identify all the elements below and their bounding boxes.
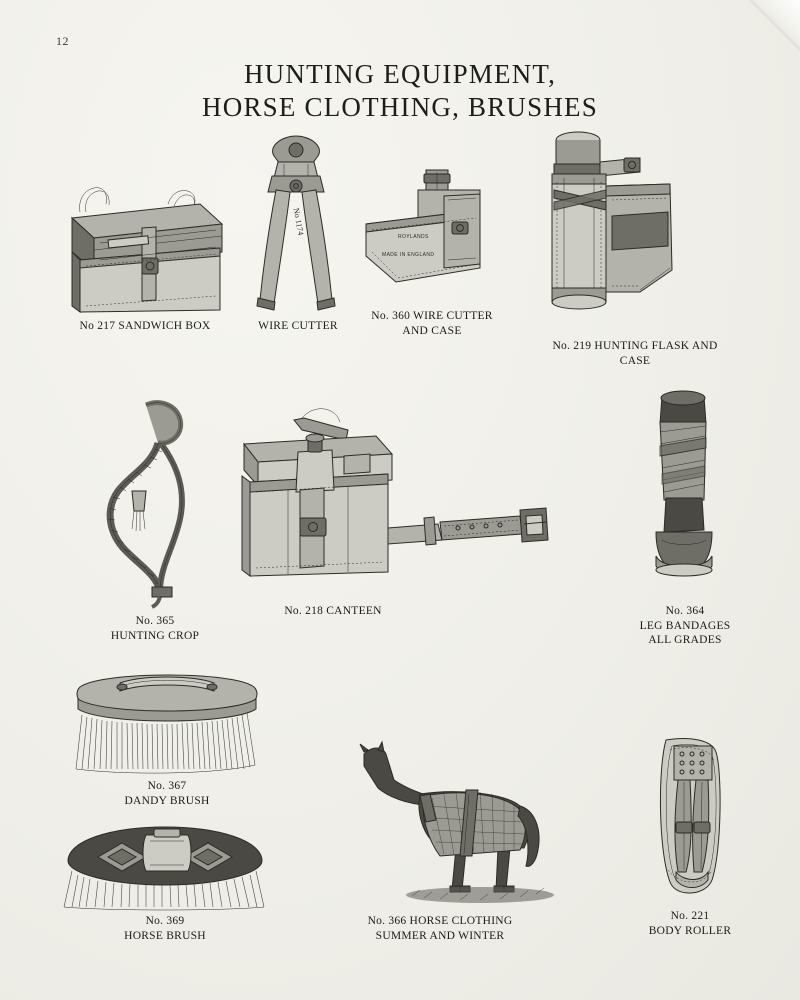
body-roller-illustration	[600, 730, 780, 905]
leg-bandages-caption-line3: ALL GRADES	[648, 634, 722, 647]
wire-cutter-case-caption-line1: No. 360 WIRE CUTTER	[371, 310, 493, 322]
page-title	[0, 58, 800, 124]
hunting-flask-caption	[520, 339, 750, 368]
horse-brush-caption-line2: HORSE BRUSH	[124, 929, 206, 942]
hunting-crop-illustration	[60, 395, 250, 610]
horse-brush-caption	[50, 914, 280, 943]
horse-clothing-caption-line1: No. 366 HORSE CLOTHING	[367, 915, 513, 927]
leg-bandages-caption-line2: LEG BANDAGES	[639, 619, 731, 632]
item-wire-cutter	[238, 130, 358, 334]
item-leg-bandages	[600, 390, 770, 648]
wire-cutter-illustration	[238, 130, 358, 315]
item-body-roller	[600, 730, 780, 938]
wire-cutter-caption	[238, 319, 358, 334]
sandwich-box-caption	[50, 319, 240, 334]
case-maker-stamp: ROYLANDS	[398, 234, 429, 240]
wire-cutter-case-caption-line2: AND CASE	[402, 324, 462, 337]
horse-brush-caption-line1: No. 369	[145, 915, 185, 927]
page-title-line1: HUNTING EQUIPMENT,	[243, 59, 557, 89]
canteen-illustration	[228, 400, 558, 600]
item-dandy-brush	[62, 665, 272, 808]
sandwich-box-caption-line: No 217 SANDWICH BOX	[79, 320, 211, 332]
hunting-flask-caption-line2: CASE	[619, 354, 651, 367]
wire-cutter-caption-line: WIRE CUTTER	[258, 320, 338, 332]
body-roller-caption-line1: No. 221	[670, 910, 710, 922]
horse-brush-illustration	[50, 815, 280, 910]
hunting-flask-illustration	[520, 120, 750, 335]
item-hunting-flask	[520, 120, 750, 368]
wire-cutter-case-caption	[352, 309, 512, 338]
item-hunting-crop	[60, 395, 250, 643]
leg-bandages-illustration	[600, 390, 770, 600]
horse-clothing-illustration	[320, 740, 560, 910]
case-origin-stamp: MADE IN ENGLAND	[382, 252, 435, 258]
canteen-caption-line: No. 218 CANTEEN	[284, 605, 382, 617]
hunting-crop-caption	[60, 614, 250, 643]
dandy-brush-illustration	[62, 665, 272, 775]
wire-cutter-case-illustration	[352, 160, 512, 305]
page-title-line2: HORSE CLOTHING, BRUSHES	[202, 91, 598, 122]
leg-bandages-caption-line1: No. 364	[665, 605, 705, 617]
hunting-flask-caption-line1: No. 219 HUNTING FLASK AND	[552, 340, 718, 352]
horse-clothing-caption-line2: SUMMER AND WINTER	[375, 929, 505, 942]
page-number: 12	[56, 34, 69, 48]
hunting-crop-caption-line2: HUNTING CROP	[110, 629, 200, 642]
canteen-caption	[228, 604, 438, 619]
wire-cutter-engraving: No 1174	[291, 207, 306, 236]
item-canteen	[228, 400, 558, 619]
item-horse-clothing	[320, 740, 560, 943]
dandy-brush-caption-line1: No. 367	[147, 780, 187, 792]
dandy-brush-caption	[62, 779, 272, 808]
sandwich-box-illustration	[50, 160, 240, 315]
item-wire-cutter-and-case	[352, 160, 512, 338]
item-horse-brush	[50, 815, 280, 943]
item-sandwich-box	[50, 160, 240, 334]
body-roller-caption-line2: BODY ROLLER	[648, 924, 732, 937]
body-roller-caption	[600, 909, 780, 938]
hunting-crop-caption-line1: No. 365	[135, 615, 175, 627]
dandy-brush-caption-line2: DANDY BRUSH	[124, 794, 210, 807]
horse-clothing-caption	[320, 914, 560, 943]
leg-bandages-caption	[600, 604, 770, 648]
